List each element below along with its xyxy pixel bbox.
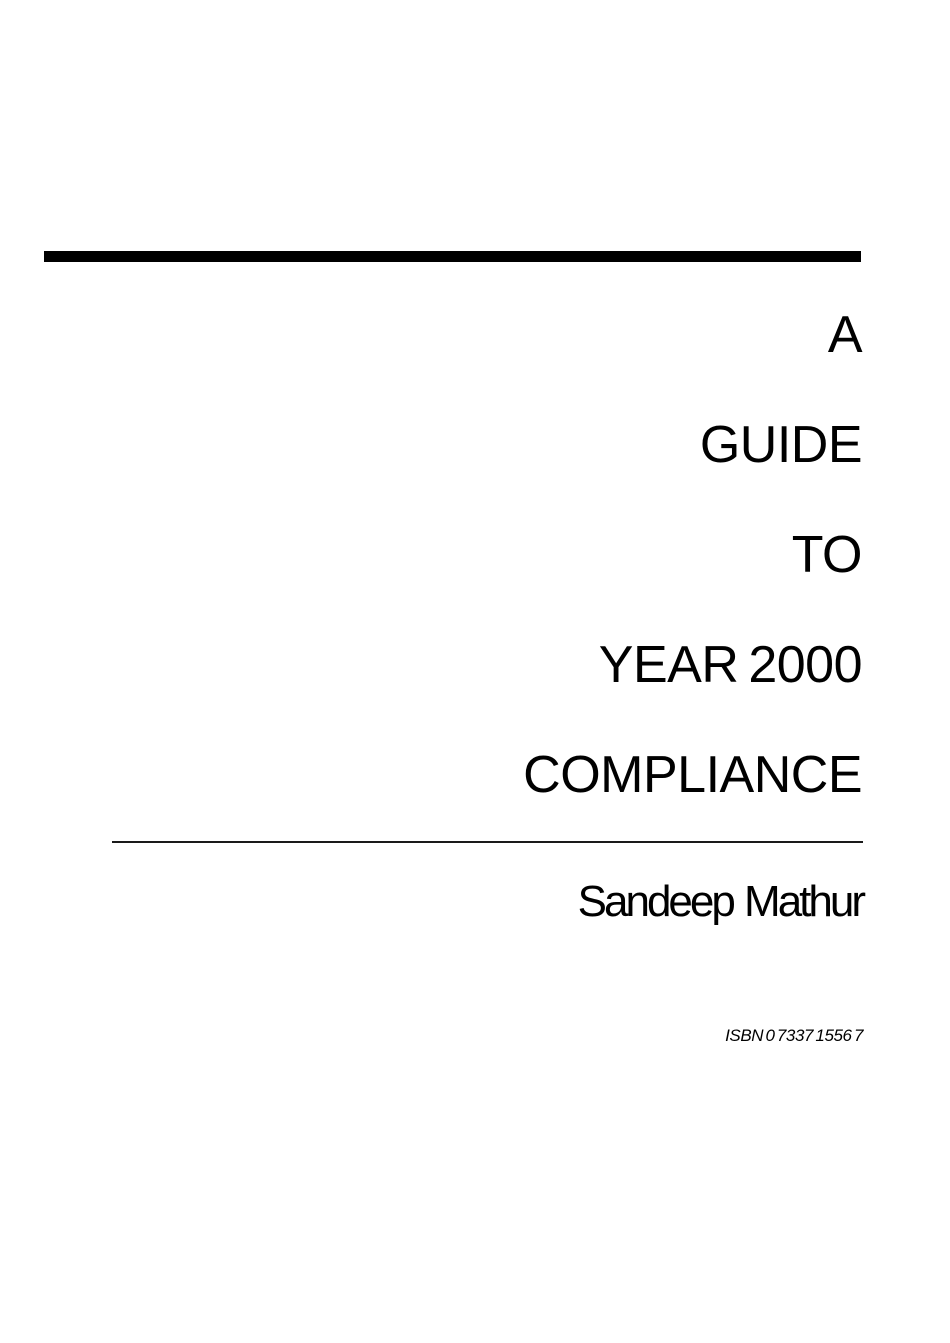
isbn-text: ISBN 0 7337 1556 7 bbox=[725, 1026, 863, 1045]
book-title-line-2: GUIDE bbox=[699, 416, 862, 474]
book-title-line-1: A bbox=[827, 306, 862, 364]
top-rule bbox=[44, 251, 861, 262]
book-title-line-5: COMPLIANCE bbox=[523, 746, 862, 804]
book-title-line-3: TO bbox=[791, 526, 862, 584]
author-name: Sandeep Mathur bbox=[577, 877, 863, 926]
book-title-line-4: YEAR 2000 bbox=[598, 636, 862, 694]
book-title bbox=[523, 280, 862, 830]
title-underline-rule bbox=[112, 841, 863, 843]
